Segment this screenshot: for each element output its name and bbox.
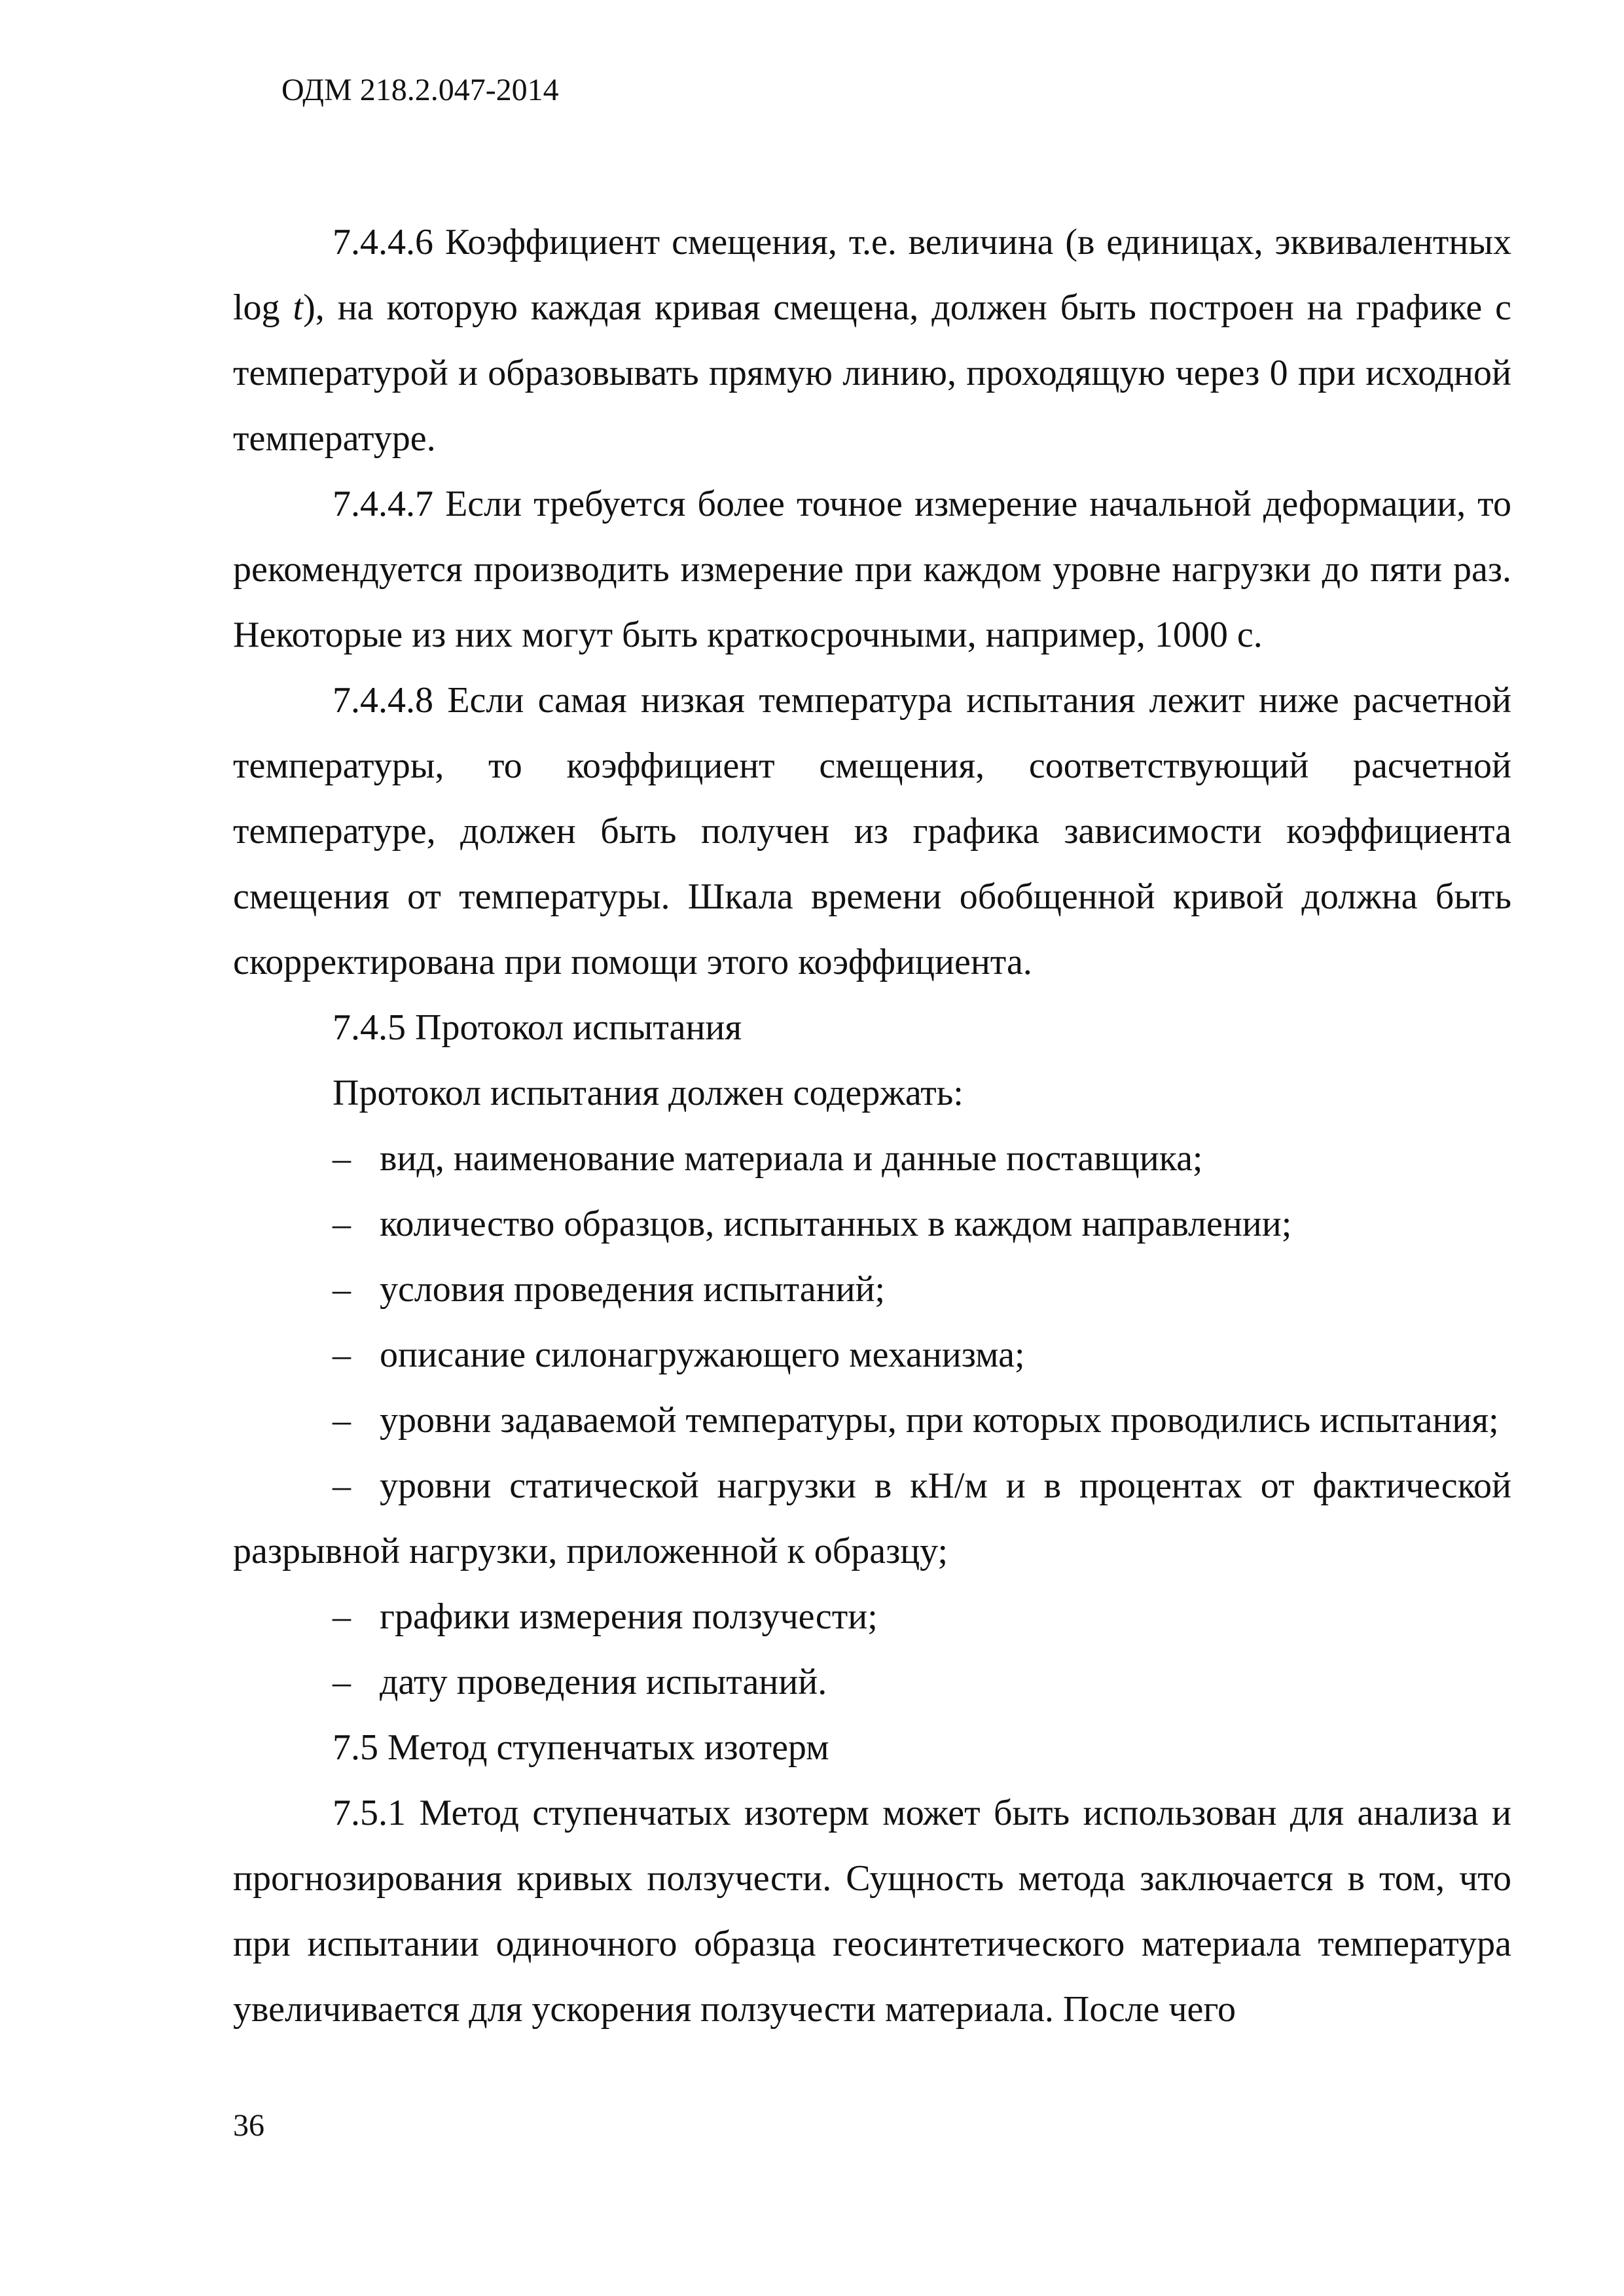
paragraph-7-4-4-6-variable-t: t (293, 287, 304, 328)
list-item-text: описание силонагружающего механизма; (380, 1335, 1025, 1375)
paragraph-7-4-4-6 (233, 209, 1511, 471)
paragraph-7-4-4-8: 7.4.4.8 Если самая низкая температура испытания лежит ниже расчетной температуры, то коэффициент смещения, соответствующий расчетной температуре, должен быть получен из графика зависимости коэффициента смещения от температуры. Шкала времени обобщенной кривой должна быть скорректирована при помощи этого коэффициента. (233, 680, 1511, 982)
list-item-text: количество образцов, испытанных в каждом направлении; (380, 1204, 1292, 1244)
list-item-text: дату проведения испытаний. (380, 1662, 827, 1702)
heading-7-5: 7.5 Метод ступенчатых изотерм (333, 1727, 829, 1768)
list-dash: – (333, 1465, 351, 1506)
paragraph-7-4-4-7: 7.4.4.7 Если требуется более точное измерение начальной деформации, то рекомендуется производить измерение при каждом уровне нагрузки до пяти раз. Некоторые из них могут быть краткосрочными, например, 1000 с. (233, 484, 1511, 655)
list-item (233, 1257, 1511, 1322)
page-number: 36 (233, 2108, 264, 2143)
page-body (233, 209, 1511, 2042)
paragraph-7-5-1: 7.5.1 Метод ступенчатых изотерм может быть использован для анализа и прогнозирования кривых ползучести. Сущность метода заключается в том, что при испытании одиночного образца геосинтетического материала температура увеличивается для ускорения ползучести материала. После чего (233, 1793, 1511, 2030)
protocol-intro: Протокол испытания должен содержать: (333, 1073, 964, 1113)
list-dash: – (333, 1596, 351, 1637)
list-dash: – (333, 1662, 351, 1702)
list-item-text: уровни задаваемой температуры, при которых проводились испытания; (380, 1400, 1499, 1441)
list-item (233, 1584, 1511, 1649)
list-item (233, 1453, 1511, 1584)
list-item (233, 1649, 1511, 1715)
list-dash: – (333, 1138, 351, 1179)
list-item (233, 1191, 1511, 1257)
list-item-text: условия проведения испытаний; (380, 1269, 886, 1310)
paragraph-7-4-4-6-part-2: ), на которую каждая кривая смещена, должен быть построен на графике с температурой и образовывать прямую линию, проходящую через 0 при исходной температуре. (233, 287, 1512, 459)
document-code-header: ОДМ 218.2.047-2014 (281, 73, 559, 107)
list-item-text: графики измерения ползучести; (380, 1596, 878, 1637)
list-item-text: вид, наименование материала и данные поставщика; (380, 1138, 1203, 1179)
list-dash: – (333, 1335, 351, 1375)
list-item (233, 1322, 1511, 1388)
list-dash: – (333, 1269, 351, 1310)
list-dash: – (333, 1204, 351, 1244)
list-item (233, 1126, 1511, 1191)
paragraph-7-4-4-6-part-1: 7.4.4.6 Коэффициент смещения, т.е. величина (в единицах, эквивалентных log (233, 222, 1511, 328)
list-item-text: уровни статической нагрузки в кН/м и в процентах от фактической разрывной нагрузки, приложенной к образцу; (233, 1465, 1511, 1571)
heading-7-4-5: 7.4.5 Протокол испытания (333, 1007, 742, 1048)
list-item (233, 1388, 1511, 1453)
list-dash: – (333, 1400, 351, 1441)
